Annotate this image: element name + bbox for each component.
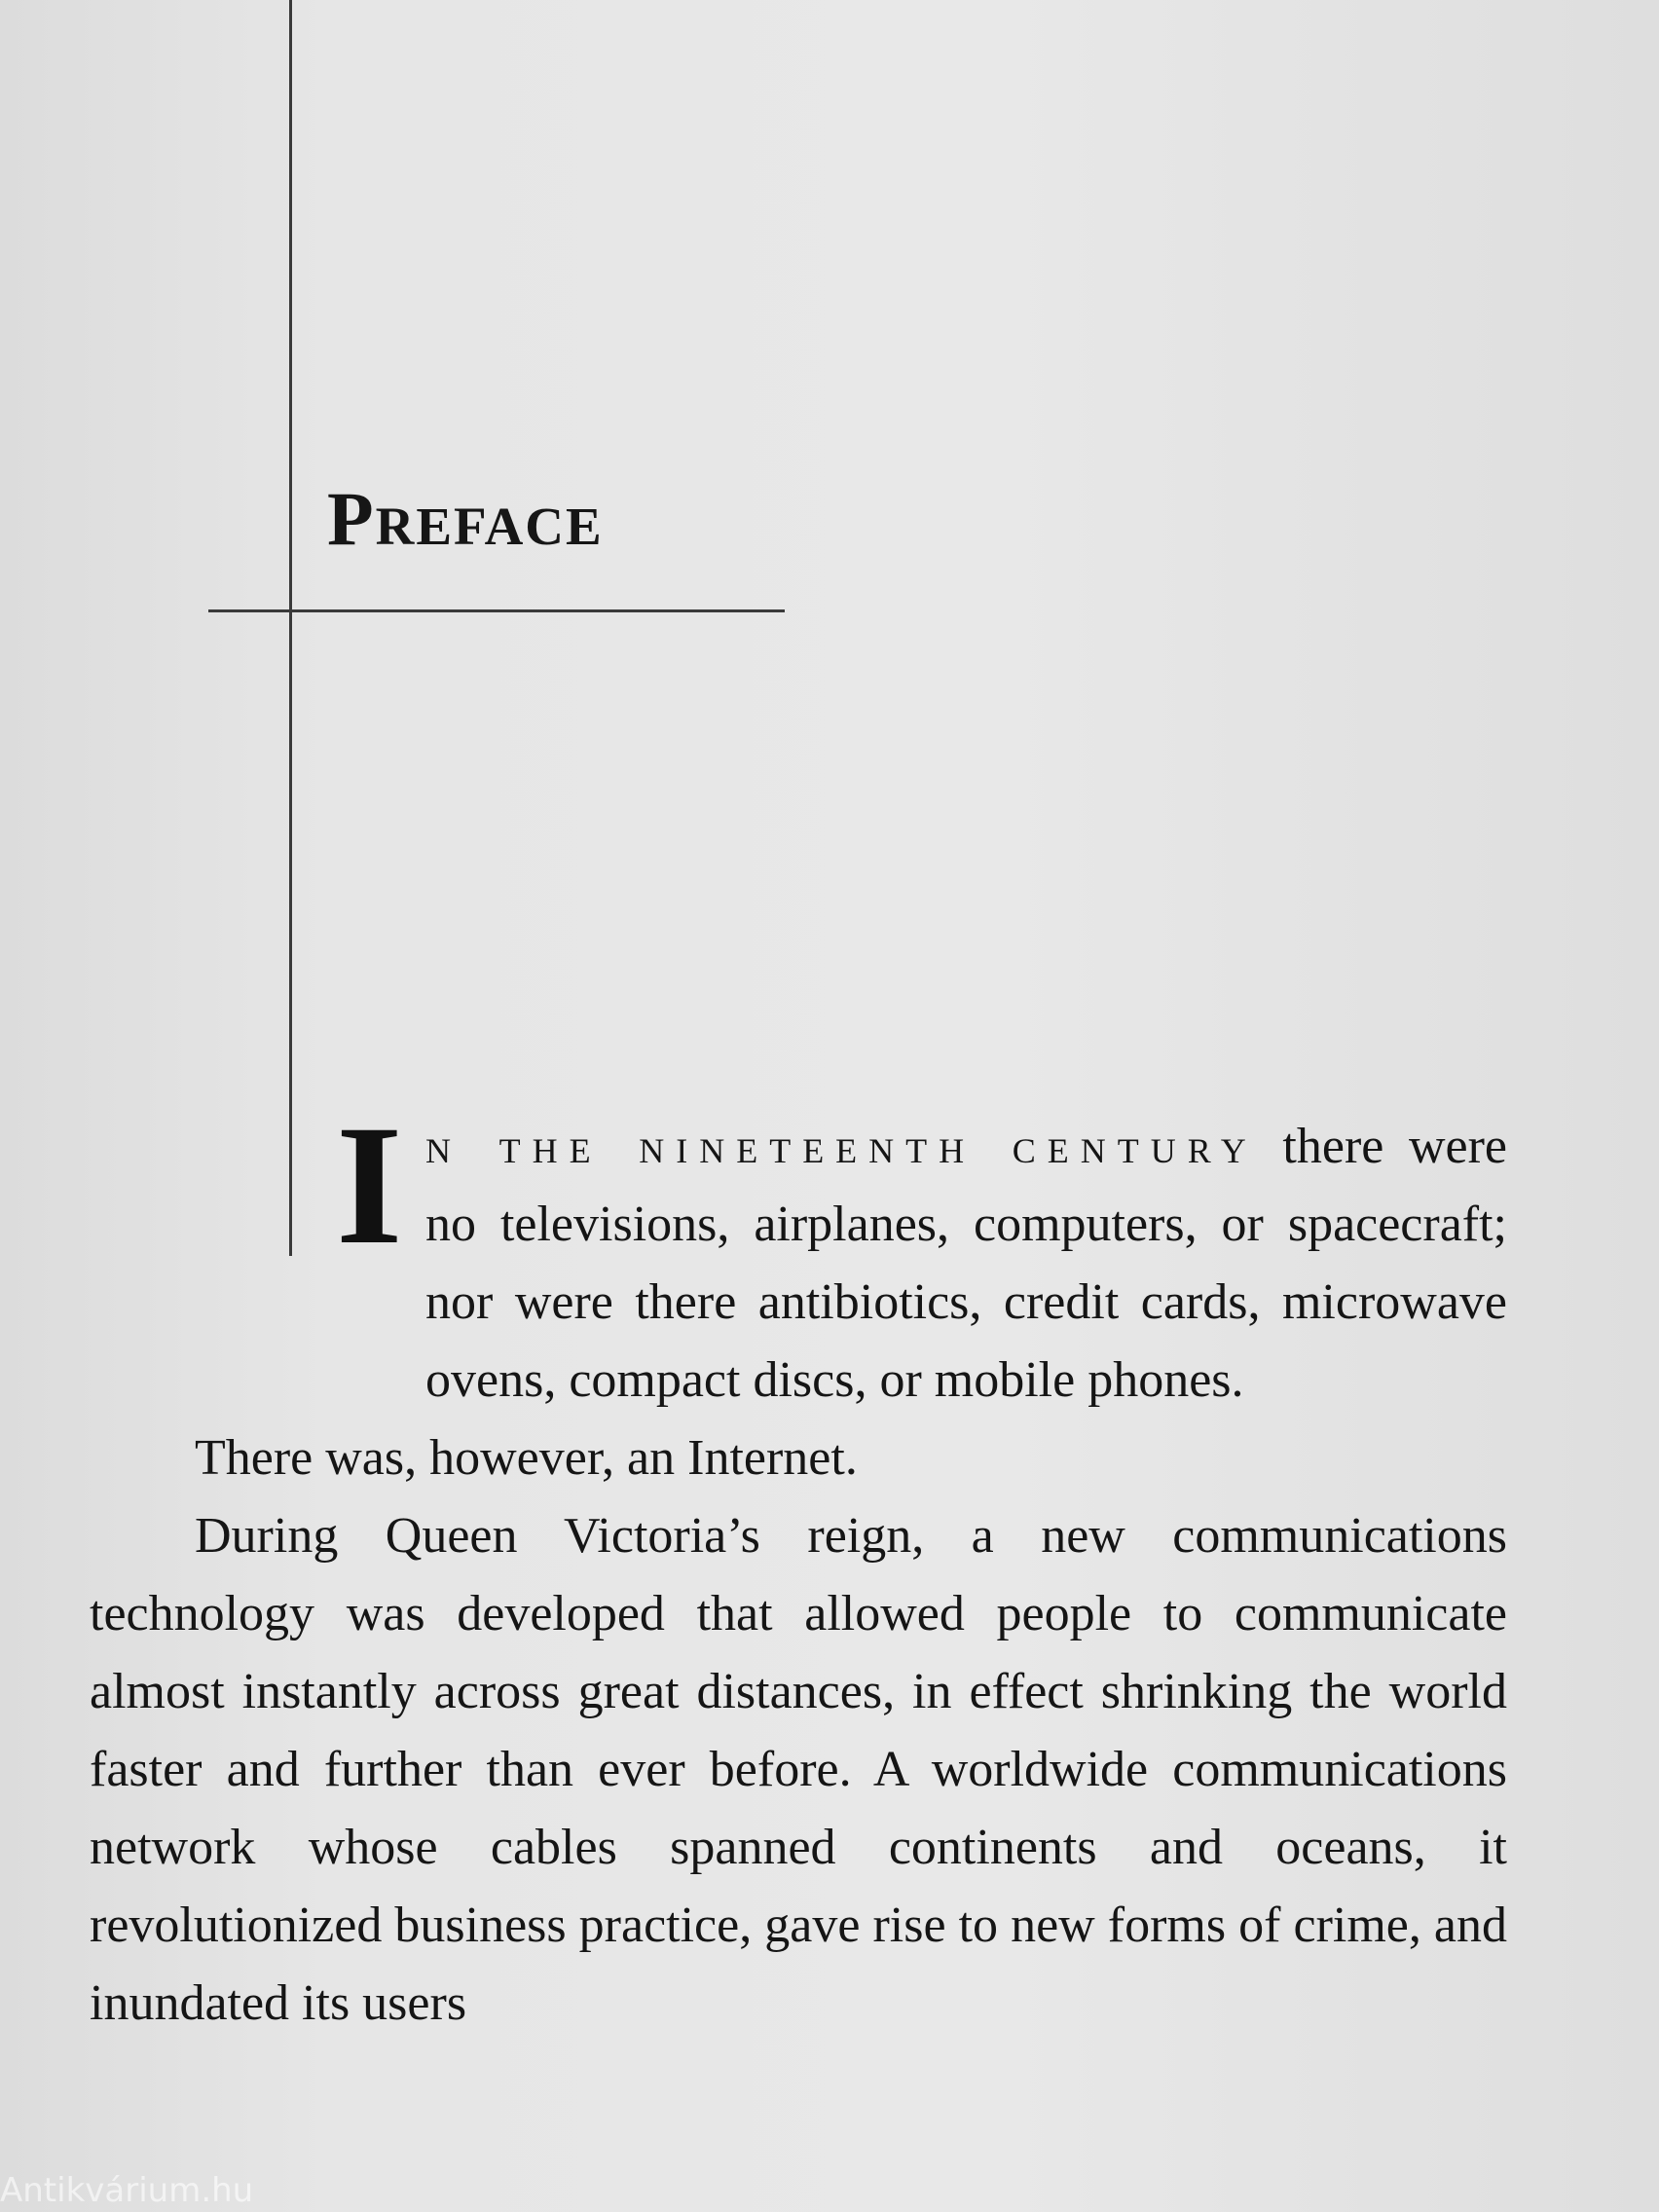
lead-smallcaps: n the nineteenth century	[425, 1119, 1258, 1174]
lead-rest: there were no televisions, airplanes, computers, or spacecraft; nor were there antibiotics, credit cards, microwave ovens, compact discs, or mobile phones.	[425, 1119, 1507, 1408]
watermark: Antikvárium.hu	[0, 2171, 254, 2210]
vertical-rule	[289, 0, 292, 1256]
paragraph-1	[90, 1108, 1507, 1419]
horizontal-rule	[208, 609, 785, 612]
paragraph-1-lead	[90, 1108, 1507, 1419]
paragraph-3: During Queen Victoria’s reign, a new communications technology was developed that allowed people to communicate almost instantly across great distances, in effect shrinking the world faster and further than ever before. A worldwide communications network whose cables spanned continents and oceans, it revolutionized business practice, gave rise to new forms of crime, and inundated its users	[90, 1508, 1507, 2031]
drop-cap: I	[336, 1090, 403, 1280]
paragraph-2: There was, however, an Internet.	[195, 1430, 858, 1486]
chapter-title: Preface	[327, 476, 604, 561]
